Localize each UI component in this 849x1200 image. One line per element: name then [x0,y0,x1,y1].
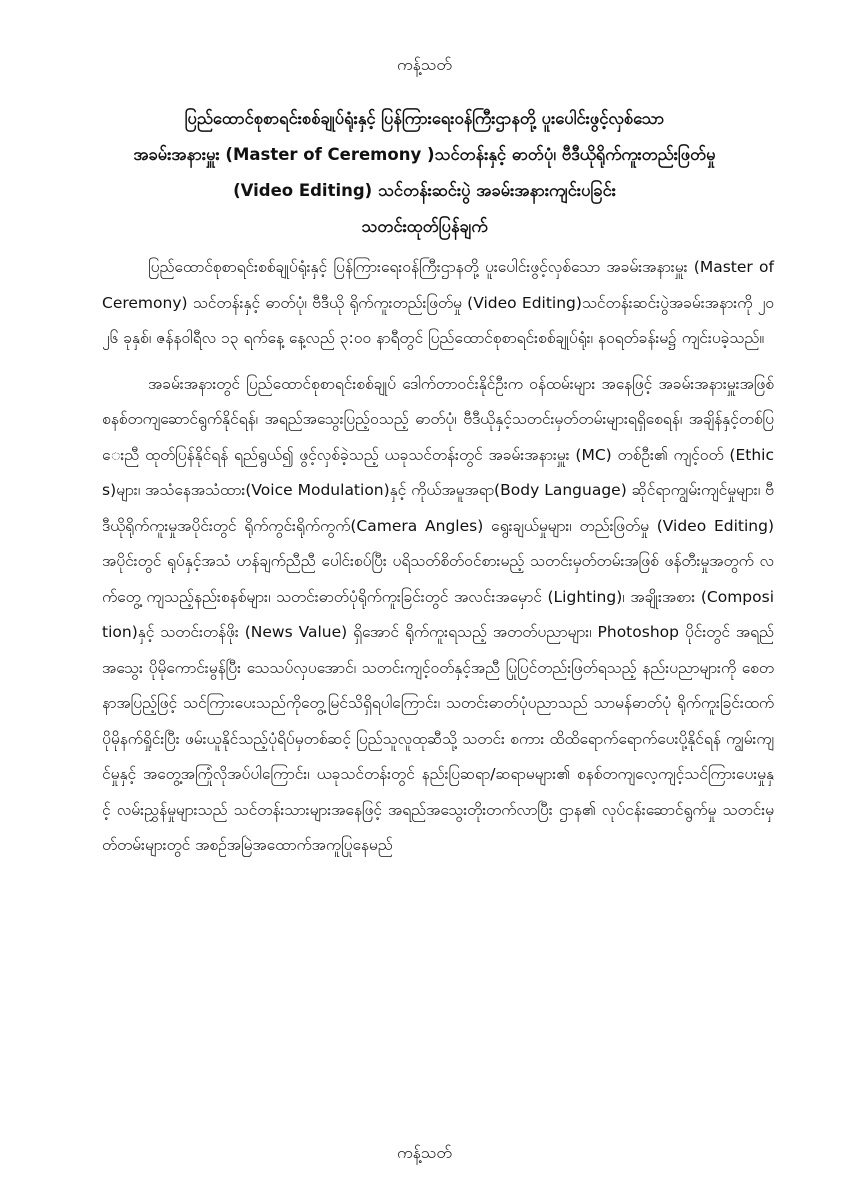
title-line: သတင်းထုတ်ပြန်ချက် [361,217,488,236]
classification-footer: ကန့်သတ် [397,1143,452,1162]
classification-header: ကန့်သတ် [397,55,452,74]
title-line: အခမ်းအနားမှူး (Master of Ceremony )သင်တန်းနှင့် ဓာတ်ပုံ၊ ဗီဒီယိုရိုက်ကူးတည်းဖြတ်မှု [133,145,716,164]
document-title [100,101,749,245]
document-body [102,250,774,874]
title-line: (Video Editing) သင်တန်းဆင်းပွဲ အခမ်းအနားကျင်းပခြင်း [233,181,616,200]
body-paragraph: ပြည်ထောင်စုစာရင်းစစ်ချုပ်ရုံးနှင့် ပြန်ကြားရေးဝန်ကြီးဌာနတို့ ပူးပေါင်းဖွင့်လှစ်သော အခမ်းအနားမှူး (Master of Ceremony) သင်တန်းနှင့် ဓာတ်ပုံ၊ ဗီဒီယို ရိုက်ကူးတည်းဖြတ်မှု (Video Editing)သင်တန်းဆင်းပွဲအခမ်းအနားကို ၂၀၂၆ ခုနှစ်၊ ဇန်နဝါရီလ ၁၃ ရက်နေ့ နေ့လည် ၃:၀၀ နာရီတွင် ပြည်ထောင်စုစာရင်းစစ်ချုပ်ရုံး၊ နဝရတ်ခန်းမ၌ ကျင်းပခဲ့သည်။ [102,258,774,347]
title-line: ပြည်ထောင်စုစာရင်းစစ်ချုပ်ရုံးနှင့် ပြန်ကြားရေးဝန်ကြီးဌာနတို့ ပူးပေါင်းဖွင့်လှစ်သော [184,109,665,128]
body-paragraph: အခမ်းအနားတွင် ပြည်ထောင်စုစာရင်းစစ်ချုပ် ဒေါက်တာဝင်းနိုင်ဦးက ဝန်ထမ်းများ အနေဖြင့် အခမ်းအနားမှူးအဖြစ် စနစ်တကျဆောင်ရွက်နိုင်ရန်၊ အရည်အသွေးပြည့်ဝသည့် ဓာတ်ပုံ၊ ဗီဒီယိုနှင့်သတင်းမှတ်တမ်းများရရှိစေရန်၊ အချိန်နှင့်တစ်ပြေးညီ ထုတ်ပြန်နိုင်ရန် ရည်ရွယ်၍ ဖွင့်လှစ်ခဲ့သည့် ယခုသင်တန်းတွင် အခမ်းအနားမှူး (MC) တစ်ဦး၏ ကျင့်ဝတ် (Ethics)များ၊ အသံနေအသံထား(Voice Modulation)နှင့် ကိုယ်အမူအရာ(Body Language) ဆိုင်ရာကျွမ်းကျင်မှုများ၊ ဗီဒီယိုရိုက်ကူးမှုအပိုင်းတွင် ရိုက်ကွင်းရိုက်ကွက်(Camera Angles) ရွေးချယ်မှုများ၊ တည်းဖြတ်မှု (Video Editing) အပိုင်းတွင် ရုပ်နှင့်အသံ ဟန်ချက်ညီညီ ပေါင်းစပ်ပြီး ပရိသတ်စိတ်ဝင်စားမည့် သတင်းမှတ်တမ်းအဖြစ် ဖန်တီးမှုအတွက် လက်တွေ့ ကျသည့်နည်းစနစ်များ၊ သတင်းဓာတ်ပုံရိုက်ကူးခြင်းတွင် အလင်းအမှောင် (Lighting)၊ အချိုးအစား (Composition)နှင့် သတင်းတန်ဖိုး (News Value) ရှိအောင် ရိုက်ကူးရသည့် အတတ်ပညာများ၊ Photoshop ပိုင်းတွင် အရည်အသွေး ပိုမိုကောင်းမွန်ပြီး သေသပ်လှပအောင်၊ သတင်းကျင့်ဝတ်နှင့်အညီ ပြုပြင်တည်းဖြတ်ရသည့် နည်းပညာများကို စေတနာအပြည့်ဖြင့် သင်ကြားပေးသည်ကိုတွေ့မြင်သိရှိရပါကြောင်း၊ သတင်းဓာတ်ပုံပညာသည် သာမန်ဓာတ်ပုံ ရိုက်ကူးခြင်းထက် ပိုမိုနက်ရှိုင်းပြီး ဖမ်းယူနိုင်သည့်ပုံရိပ်မှတစ်ဆင့် ပြည်သူလူထုဆီသို့ သတင်း စကား ထိထိရောက်ရောက်ပေးပို့နိုင်ရန် ကျွမ်းကျင်မှုနှင့် အတွေ့အကြုံလိုအပ်ပါကြောင်း၊ ယခုသင်တန်းတွင် နည်းပြဆရာ/ဆရာမများ၏ စနစ်တကျလေ့ကျင့်သင်ကြားပေးမှုနှင့် လမ်းညွှန်မှုများသည် သင်တန်းသားများအနေဖြင့် အရည်အသွေးတိုးတက်လာပြီး ဌာန၏ လုပ်ငန်းဆောင်ရွက်မှု သတင်းမှတ်တမ်းများတွင် အစဉ်အမြဲအထောက်အကူပြုနေမည် [102,374,774,854]
